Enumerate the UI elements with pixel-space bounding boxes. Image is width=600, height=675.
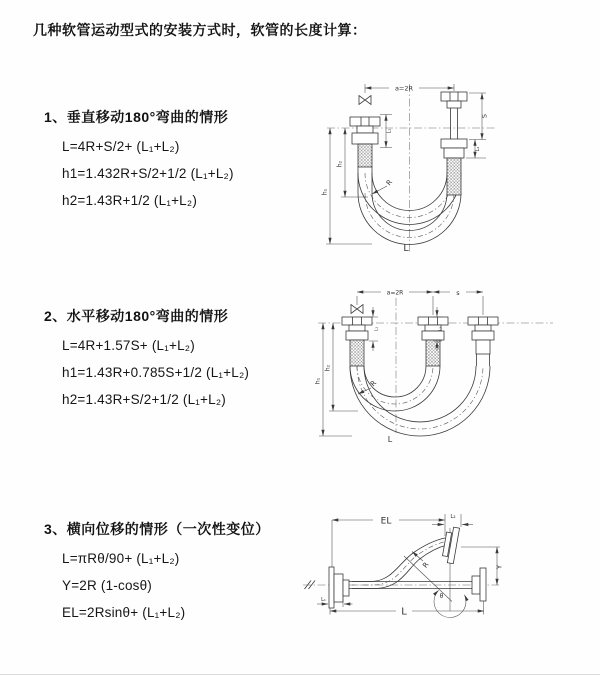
formula-line: L=πRθ/90+ (L₁+L₂) [62,551,180,566]
dim-label-L: L [403,243,409,254]
dim-label-s: s [456,288,460,297]
dim-label-l2: L₂ [438,326,444,332]
formula-line: Y=2R (1-cosθ) [62,578,153,593]
hose [352,538,447,589]
formula-line: h1=1.43R+0.785S+1/2 (L₁+L₂) [62,365,250,380]
dim-label-r: R [421,560,431,570]
diagram-horizontal-move-180 [315,285,560,450]
dim-label-h2: h₂ [336,160,344,168]
dim-label-theta: θ [439,593,444,600]
diagram-lateral-displacement [300,508,565,633]
valve-icon [359,96,371,105]
dim-label-h1: h₁ [315,377,322,385]
flange-middle [418,317,448,366]
section-lateral-displacement [44,519,270,626]
dim-label-a2r: a=2R [394,84,414,93]
centerlines [327,84,497,252]
section-heading: 2、水平移动180°弯曲的情形 [44,308,229,324]
hose [350,354,490,436]
page-title: 几种软管运动型式的安装方式时，软管的长度计算： [33,22,367,38]
radius-callout [412,552,431,570]
formula-line: h2=1.43R+1/2 (L₁+L₂) [62,193,198,208]
diagram-vertical-move-180 [315,78,505,258]
radius-callout [372,178,394,194]
dimension-l2 [432,514,473,527]
formula-line: h2=1.43R+S/2+1/2 (L₁+L₂) [62,392,226,407]
dim-label-L: L [401,606,407,618]
section-vertical-move [44,107,234,214]
flange-upper [441,526,459,564]
dimension-el [332,514,445,567]
dimension-l1 [369,307,380,351]
dim-label-r: R [384,178,395,188]
dim-label-h2: h₂ [324,364,332,372]
flange-left [342,317,372,366]
dimension-s [469,93,489,140]
formula-list [62,332,249,413]
flange-right [472,568,486,601]
dim-label-a2r: a=2R [386,289,404,297]
formula-line: L=4R+S/2+ (L₁+L₂) [62,139,180,154]
formula-line: EL=2Rsinθ+ (L₁+L₂) [62,605,186,620]
section-heading: 1、垂直移动180°弯曲的情形 [44,109,229,125]
dimension-l1 [380,115,393,148]
dim-label-y: Y [495,564,504,570]
flange-right [441,92,467,195]
flange-right [468,317,498,354]
formula-line: L=4R+1.57S+ (L₁+L₂) [62,338,195,353]
dim-label-l2: L₂ [475,146,481,152]
dim-label-l1: L₁ [386,128,393,134]
dim-label-L: L [387,435,393,444]
dim-label-el: EL [380,516,392,527]
valve-icon [351,305,363,314]
dimension-s [433,289,483,297]
dim-label-h1: h₁ [321,188,329,196]
dim-label-s: S [480,113,489,119]
dimension-l2 [466,140,486,159]
dimension-l [330,601,484,618]
dim-label-l2: L₂ [450,514,456,520]
section-heading: 3、横向位移的情形（一次性变位） [44,521,270,537]
dimension-a2r [357,290,483,316]
section-horizontal-move [44,306,249,413]
dim-label-l1: L₁ [374,326,380,332]
formula-list [62,133,234,214]
dim-label-l1: L₁ [321,597,326,603]
formula-line: h1=1.432R+S/2+1/2 (L₁+L₂) [62,166,234,181]
flange-left [350,117,380,167]
flange-left [329,567,349,608]
dim-label-r: R [368,379,379,389]
formula-list [62,545,270,626]
